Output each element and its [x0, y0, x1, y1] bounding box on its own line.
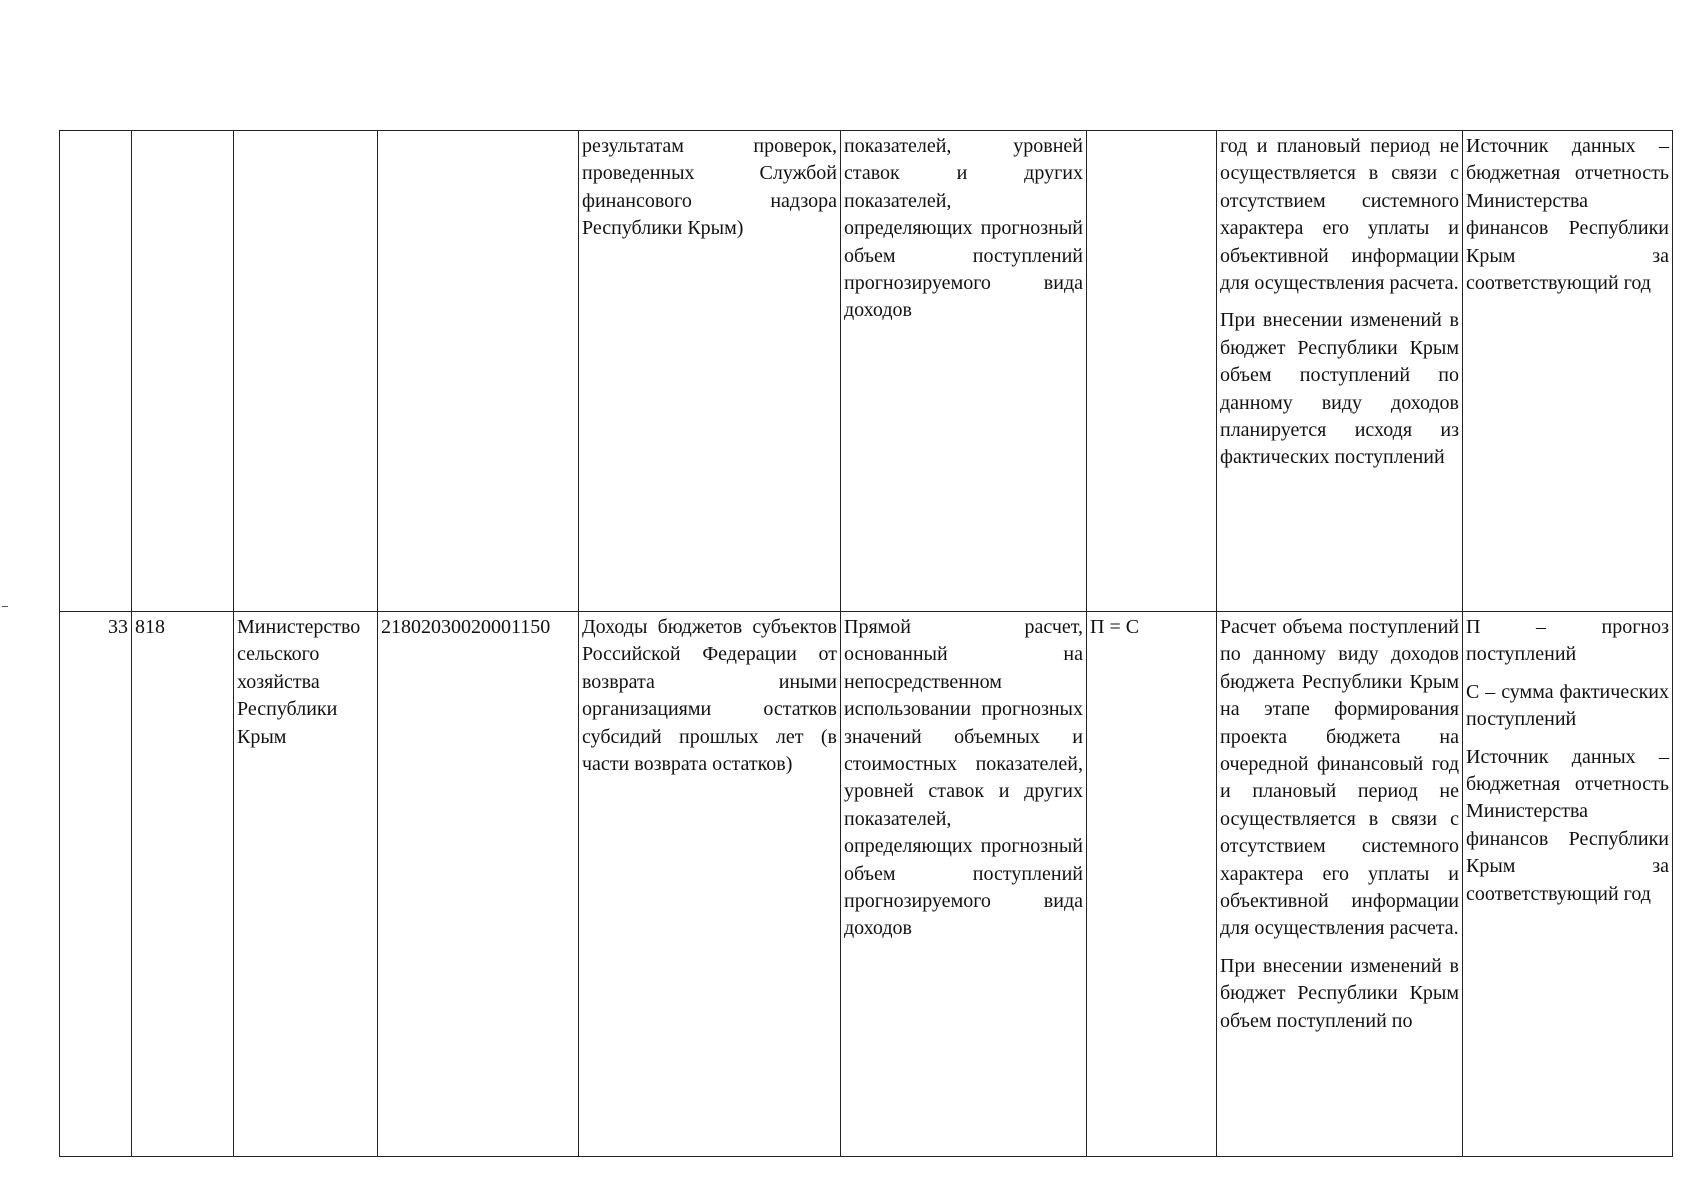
algorithm-paragraph: При внесении изменений в бюджет Республики Крым объем поступлений по: [1220, 954, 1459, 1032]
indicators-cell: [1463, 131, 1673, 612]
income-name-cell: Доходы бюджетов субъектов Российской Федерации от возврата иными организациями остатков субсидий прошлых лет (в части возврата остатков): [579, 612, 841, 1157]
admin-code-cell: 818: [132, 612, 234, 1157]
income-name-cell: результатам проверок, проведенных Службой финансового надзора Республики Крым): [579, 131, 841, 612]
row-number-cell: [60, 131, 132, 612]
indicators-paragraph: С – сумма фактических поступлений: [1466, 680, 1669, 731]
method-cell: показателей, уровней ставок и других показателей, определяющих прогнозный объем поступлений прогнозируемого вида доходов: [841, 131, 1087, 612]
indicators-paragraph: П – прогноз поступлений: [1466, 616, 1669, 666]
algorithm-cell: [1217, 612, 1463, 1157]
formula-cell: П = С: [1087, 612, 1217, 1157]
administrator-cell: Министерство сельского хозяйства Республики Крым: [234, 612, 378, 1157]
method-cell: Прямой расчет, основанный на непосредственном использовании прогнозных значений объемных и стоимостных показателей, уровней ставок и других показателей, определяющих прогнозный объем поступлений прогнозируемого вида доходов: [841, 612, 1087, 1157]
formula-cell: [1087, 131, 1217, 612]
margin-mark: [2, 606, 8, 607]
admin-code-cell: [132, 131, 234, 612]
algorithm-paragraph: Расчет объема поступлений по данному виду доходов бюджета Республики Крым на этапе формирования проекта бюджета на очередной финансовый год и плановый период не осуществляется в связи с отсутствием системного характера его уплаты и объективной информации для осуществления расчета.: [1220, 616, 1459, 940]
forecast-method-table: [59, 130, 1673, 1157]
indicators-paragraph: Источник данных – бюджетная отчетность Министерства финансов Республики Крым за соответствующий год: [1466, 745, 1669, 905]
algorithm-cell: [1217, 131, 1463, 612]
algorithm-paragraph: При внесении изменений в бюджет Республики Крым объем поступлений по данному виду доходов планируется исходя из фактических поступлений: [1220, 309, 1459, 469]
algorithm-paragraph: год и плановый период не осуществляется в связи с отсутствием системного характера его уплаты и объективной информации для осуществления расчета.: [1220, 135, 1459, 295]
indicators-paragraph: Источник данных – бюджетная отчетность Министерства финансов Республики Крым за соответствующий год: [1466, 135, 1669, 295]
kbk-cell: 21802030020001150: [378, 612, 579, 1157]
administrator-cell: [234, 131, 378, 612]
table-row: [60, 131, 1673, 612]
kbk-cell: [378, 131, 579, 612]
indicators-cell: [1463, 612, 1673, 1157]
row-number-cell: 33: [60, 612, 132, 1157]
table-row: [60, 612, 1673, 1157]
